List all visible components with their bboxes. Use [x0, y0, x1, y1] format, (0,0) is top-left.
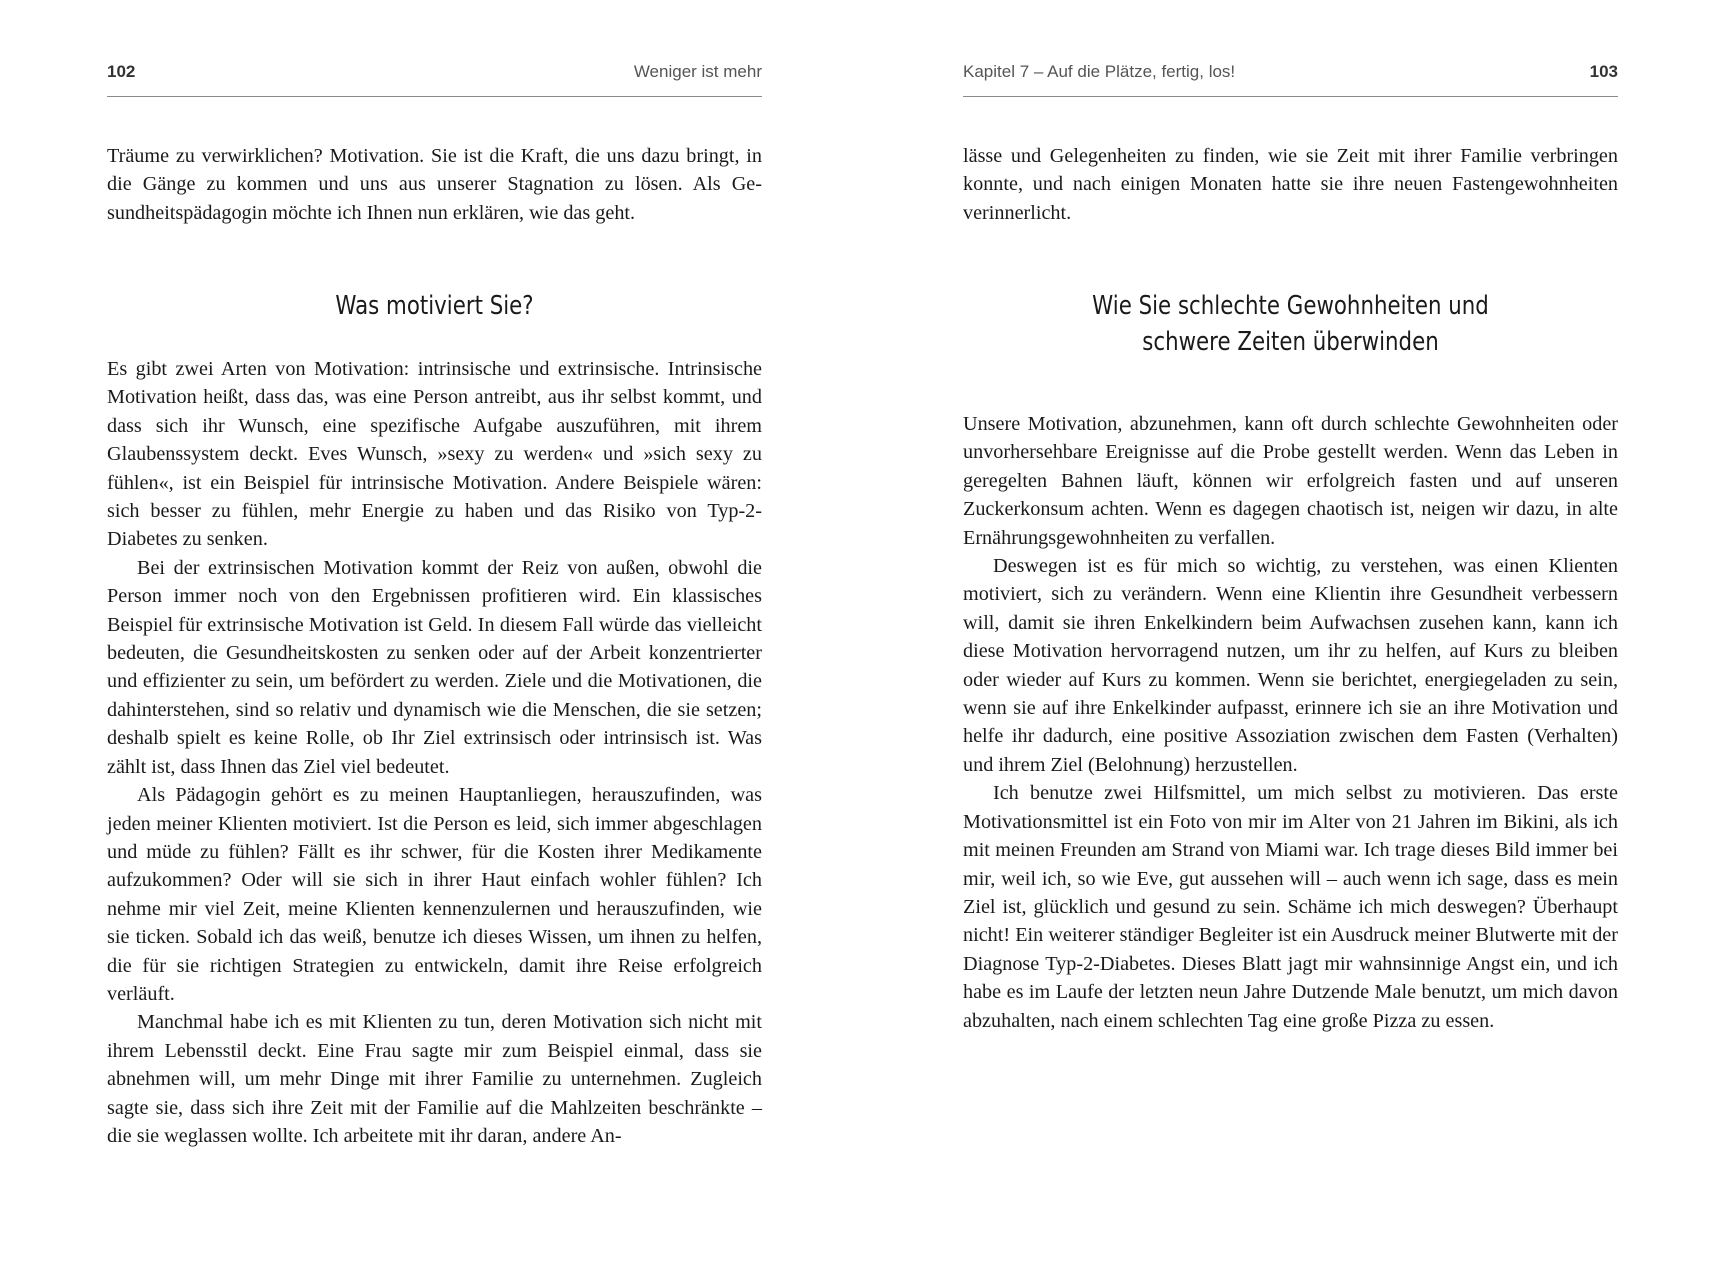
section-heading: Was motiviert Sie? — [335, 291, 534, 321]
page-number: 103 — [1589, 62, 1618, 81]
intro-paragraph — [107, 142, 762, 227]
paragraph: Träume zu verwirklichen? Motivation. Sie ist die Kraft, die uns dazu bringt, in die Gänge zu kommen und uns aus unserer Stagnation zu lösen. Als Gesundheitspädagogin möchte ich Ihnen nun erklären, wie das geht. — [107, 145, 762, 224]
paragraph: Deswegen ist es für mich so wichtig, zu verstehen, was einen Klienten motiviert, sich zu verändern. Wenn eine Klientin ihre Gesundheit verbessern will, damit sie ihren Enkelkindern beim Aufwachsen zusehen kann, kann ich diese Motivation hervorragend nutzen, um ihr zu helfen, auf Kurs zu bleiben oder wieder auf Kurs zu kommen. Wenn sie berichtet, energiegeladen zu sein, wenn sie auf ihre Enkelkinder aufpasst, erinnere ich sie an ihre Motivation und helfe ihr dadurch, eine positive Assoziation zwischen dem Fasten (Verhalten) und ihrem Ziel (Belohnung) herzustellen. — [963, 555, 1618, 776]
section-heading — [1022, 288, 1559, 360]
right-page — [963, 0, 1618, 1270]
page-header — [963, 60, 1618, 97]
section-heading-line: schwere Zeiten überwinden — [1142, 327, 1439, 357]
paragraph: Ich benutze zwei Hilfsmittel, um mich selbst zu motivieren. Das erste Motivationsmittel ist ein Foto von mir im Alter von 21 Jahren im Bikini, als ich mit meinen Freunden am Strand von Miami war. Ich trage dieses Bild immer bei mir, weil ich, so wie Eve, gut aussehen will – auch wenn ich sage, dass es mein Ziel ist, glücklich und gesund zu sein. Schäme ich mich deswegen? Überhaupt nicht! Ein weiterer ständiger Begleiter ist ein Ausdruck meiner Blutwerte mit der Diagnose Typ-2-Diabetes. Dieses Blatt jagt mir wahnsinnige Angst ein, und ich habe es im Laufe der letzten neun Jahre Dutzende Male benutzt, um mich davon abzuhalten, nach einem schlechten Tag eine große Pizza zu essen. — [963, 782, 1618, 1032]
left-page — [107, 0, 762, 1270]
body-text — [107, 355, 762, 1150]
paragraph: Es gibt zwei Arten von Motivation: intrinsische und extrinsische. Intrinsische Motivation heißt, dass das, was eine Person antreibt, aus ihr selbst kommt, und dass sich ihr Wunsch, eine spezifische Aufgabe auszuführen, mit ihrem Glaubenssystem deckt. Eves Wunsch, »sexy zu werden« und »sich sexy zu fühlen«, ist ein Beispiel für intrinsische Motivation. Andere Beispiele wären: sich besser zu fühlen, mehr Energie zu haben und das Risiko von Typ-2-Diabetes zu senken. — [107, 358, 762, 551]
running-title: Weniger ist mehr — [633, 62, 762, 81]
paragraph: lässe und Gelegenheiten zu finden, wie sie Zeit mit ihrer Familie verbringen konnte, und nach einigen Monaten hatte sie ihre neuen Fastengewohnheiten verinnerlicht. — [963, 145, 1618, 224]
page-header — [107, 60, 762, 97]
body-text — [963, 410, 1618, 1035]
section-heading-line: Wie Sie schlechte Gewohnheiten und — [1092, 291, 1489, 321]
page-number: 102 — [107, 62, 136, 81]
paragraph: Als Pädagogin gehört es zu meinen Hauptanliegen, herauszufinden, was jeden meiner Klienten motiviert. Ist die Person es leid, sich immer abgeschlagen und müde zu fühlen? Fällt es ihr schwer, für die Kosten ihrer Medikamente aufzukommen? Oder will sie sich in ihrer Haut einfach wohler fühlen? Ich nehme mir viel Zeit, meine Klienten kennenzulernen und herauszufinden, wie sie ticken. Sobald ich das weiß, benutze ich dieses Wissen, um ihnen zu helfen, die für sie richtigen Strategien zu entwickeln, damit ihre Reise erfolgreich verläuft. — [107, 784, 762, 1005]
running-title: Kapitel 7 – Auf die Plätze, fertig, los! — [963, 62, 1236, 81]
paragraph: Bei der extrinsischen Motivation kommt der Reiz von außen, obwohl die Person immer noch von den Ergebnissen profitieren wird. Ein klassisches Beispiel für extrinsische Motivation ist Geld. In diesem Fall würde das vielleicht bedeuten, die Gesundheitskosten zu senken oder auf der Arbeit konzentrierter und effizienter zu sein, um befördert zu werden. Ziele und die Motivationen, die dahinterstehen, sind so relativ und dynamisch wie die Menschen, die sie setzen; deshalb spielt es keine Rolle, ob Ihr Ziel extrinsisch oder intrinsisch ist. Was zählt ist, dass Ihnen das Ziel viel bedeutet. — [107, 556, 762, 778]
intro-paragraph — [963, 142, 1618, 227]
paragraph: Manchmal habe ich es mit Klienten zu tun, deren Motivation sich nicht mit ihrem Lebensstil deckt. Eine Frau sagte mir zum Beispiel einmal, dass sie abnehmen will, um mehr Dinge mit ihrer Familie zu unternehmen. Zugleich sagte sie, dass sich ihre Zeit mit der Familie auf die Mahlzeiten beschränkte – die sie weglassen wollte. Ich arbeitete mit ihr daran, andere An- — [107, 1011, 762, 1147]
paragraph: Unsere Motivation, abzunehmen, kann oft durch schlechte Gewohnheiten oder unvorhersehbare Ereignisse auf die Probe gestellt werden. Wenn das Leben in geregelten Bahnen läuft, können wir erfolgreich fasten und auf unseren Zuckerkonsum achten. Wenn es dagegen chaotisch ist, neigen wir dazu, in alte Ernährungsgewohnheiten zu verfallen. — [963, 413, 1618, 549]
